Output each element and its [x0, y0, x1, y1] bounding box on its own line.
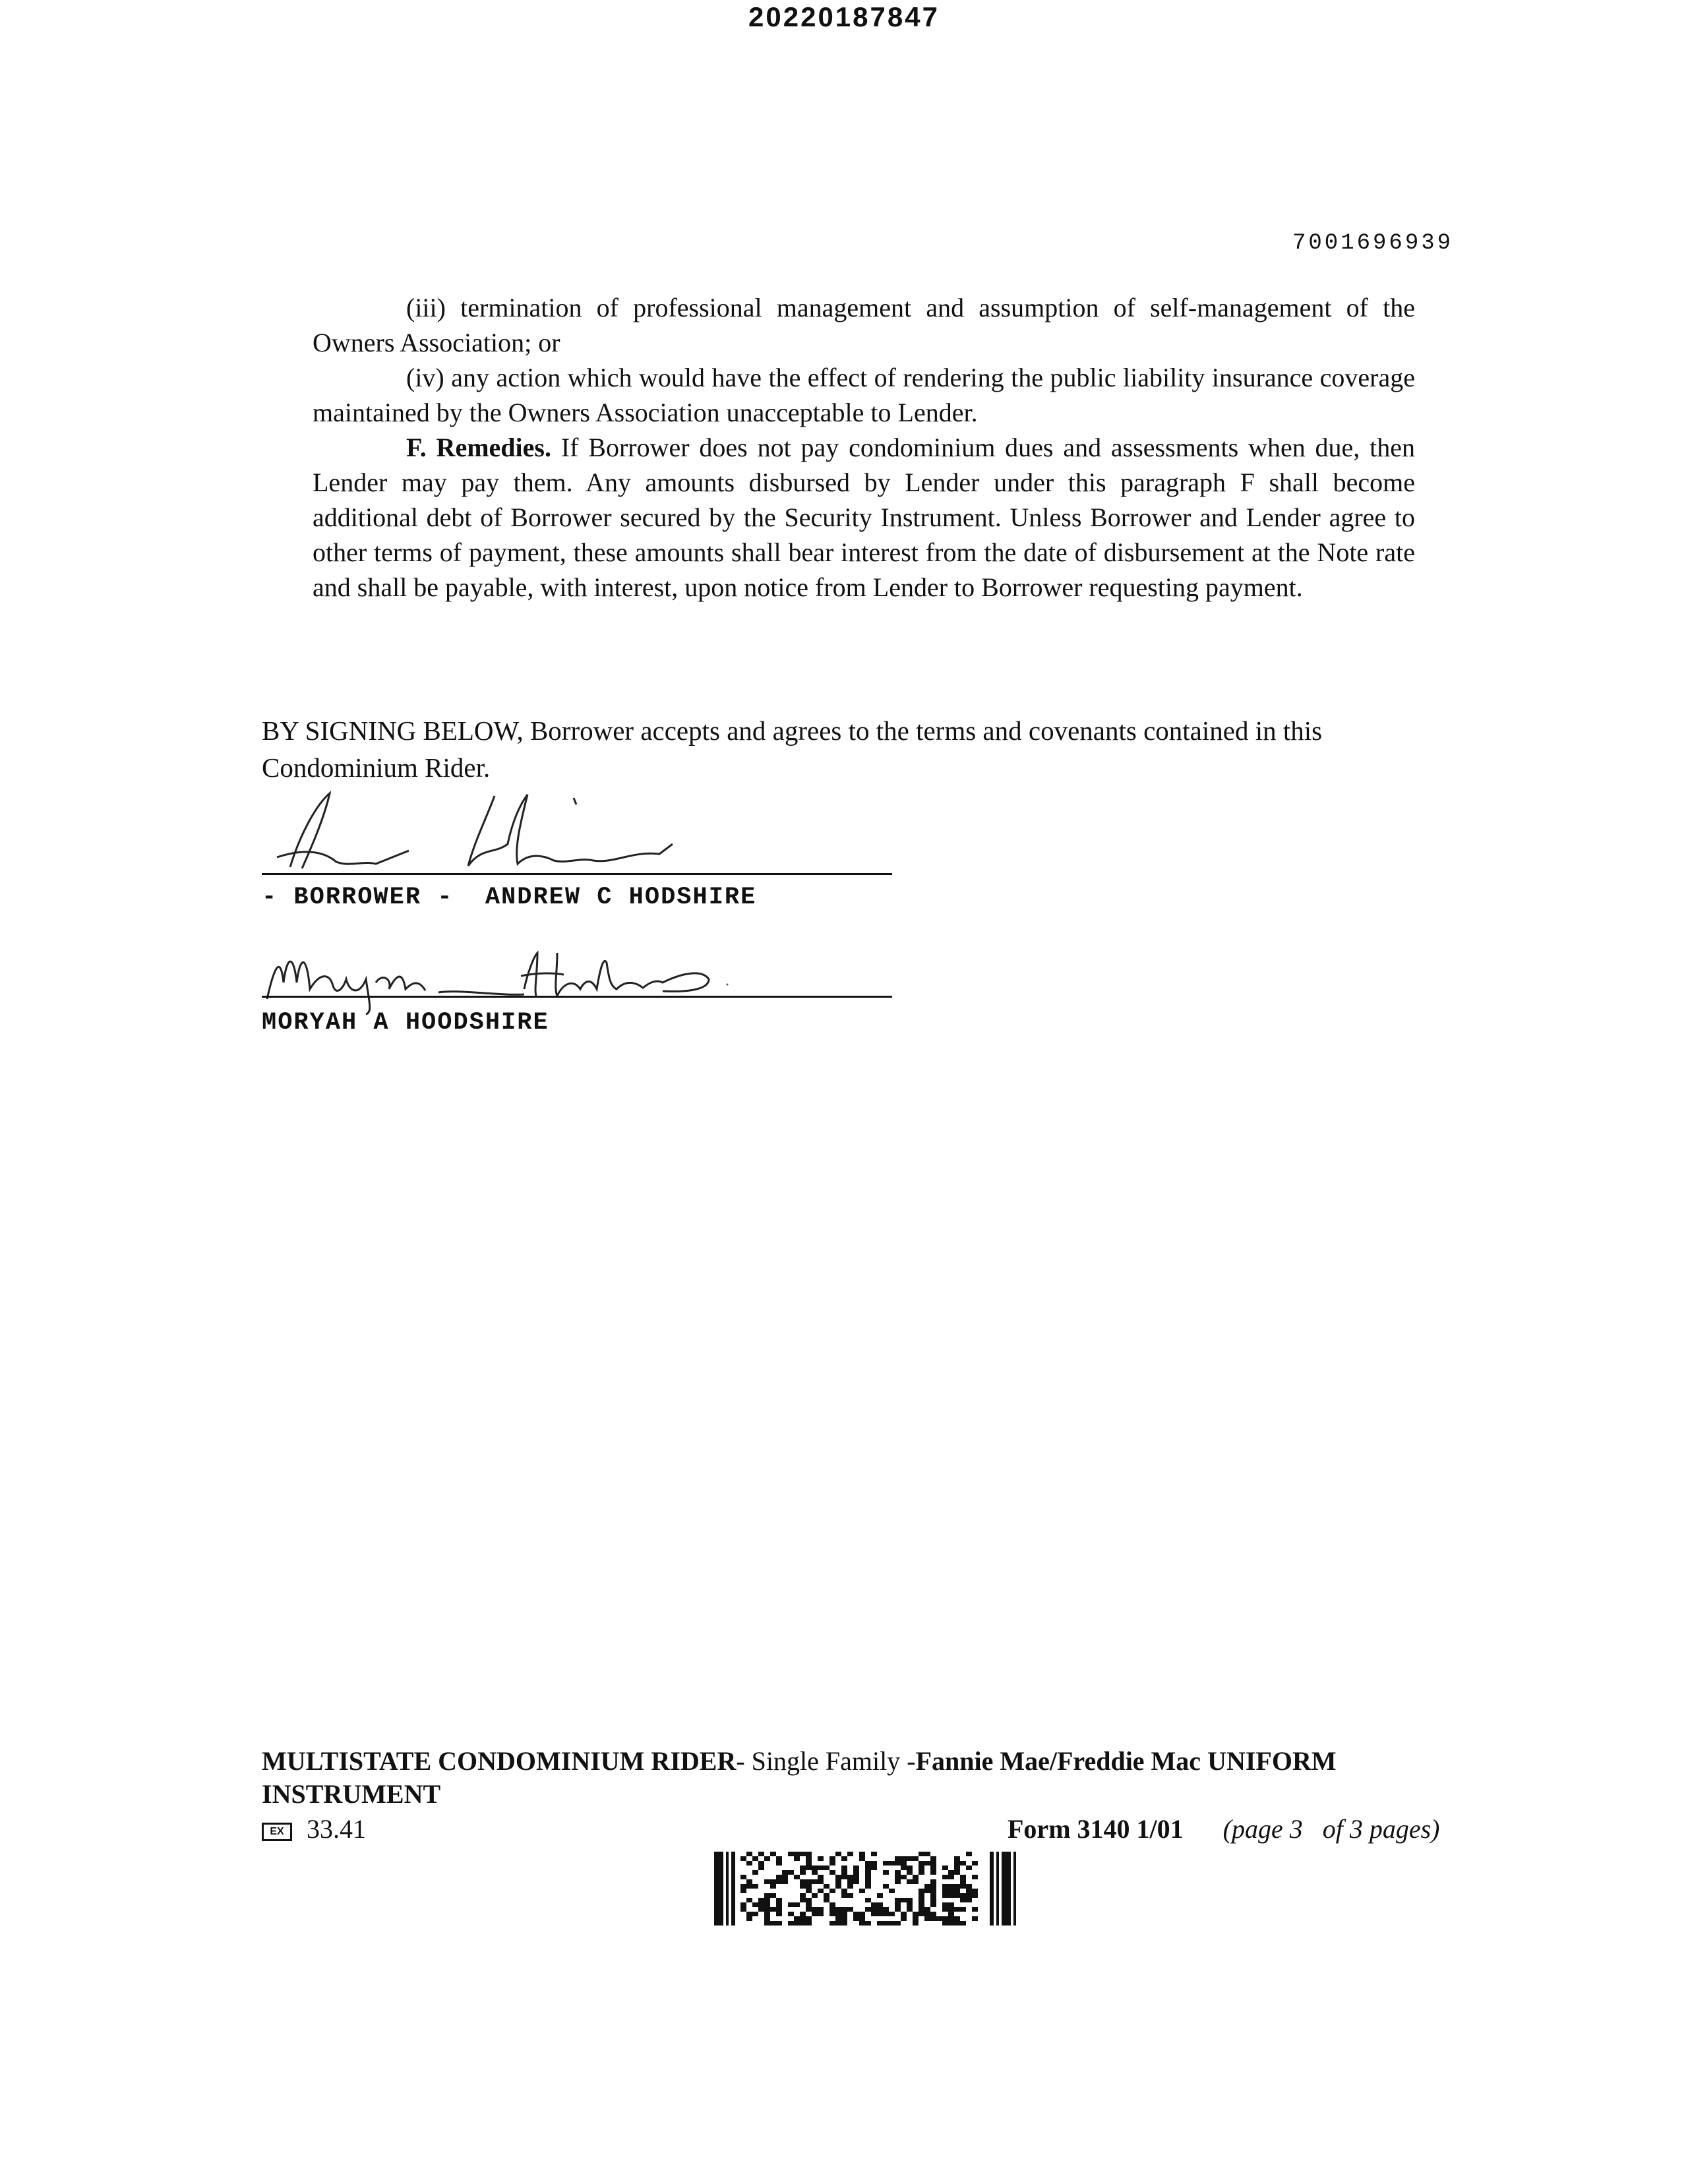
borrower-1-signature	[264, 788, 692, 874]
remedies-heading: F. Remedies.	[406, 433, 551, 462]
item-iv: (iv) any action which would have the effect of rendering the public liability insurance coverage maintained by the Owners Association unacceptable to Lender.	[313, 363, 1415, 427]
form-code-group	[262, 1813, 366, 1844]
ex-icon: EX	[262, 1823, 292, 1841]
remedies-text: If Borrower does not pay condominium dues and assessments when due, then Lender may pay them. Any amounts disbursed by Lender under this paragraph F shall become additional debt of Borrower secured by the Security Instrument. Unless Borrower and Lender agree to other terms of payment, these amounts shall bear interest from the date of disbursement at the Note rate and shall be payable, with interest, upon notice from Lender to Borrower requesting payment.	[313, 433, 1415, 602]
borrower-2-signature	[260, 943, 735, 1016]
form-title-part-1: MULTISTATE CONDOMINIUM RIDER	[262, 1746, 737, 1776]
borrower-2-signature-line	[262, 996, 892, 998]
borrower-1-signature-line	[262, 873, 892, 875]
item-iii: (iii) termination of professional management and assumption of self-management of the Owners Association; or	[313, 293, 1415, 357]
form-title	[262, 1745, 1449, 1811]
barcode	[714, 1852, 1017, 1926]
form-title-part-2: - Single Family -	[736, 1746, 916, 1776]
remedies-paragraph	[313, 430, 1415, 605]
borrower-2-label: MORYAH A HOODSHIRE	[262, 1009, 549, 1037]
form-code: 33.41	[307, 1814, 366, 1844]
recording-number: 20220187847	[748, 1, 940, 32]
loan-number: 7001696939	[1292, 231, 1454, 256]
borrower-1-label: - BORROWER - ANDREW C HODSHIRE	[262, 884, 757, 911]
form-number: Form 3140 1/01	[1008, 1814, 1184, 1844]
signing-statement: BY SIGNING BELOW, Borrower accepts and agrees to the terms and covenants contained in this Condominium Rider.	[262, 715, 1323, 783]
page-info: (page 3 of 3 pages)	[1222, 1814, 1440, 1844]
form-number-group	[1008, 1813, 1439, 1844]
section-e-continued	[313, 290, 1415, 605]
form-title-part-3: Fannie Mae/Freddie Mac UNIFORM INSTRUMENT	[262, 1746, 1337, 1809]
